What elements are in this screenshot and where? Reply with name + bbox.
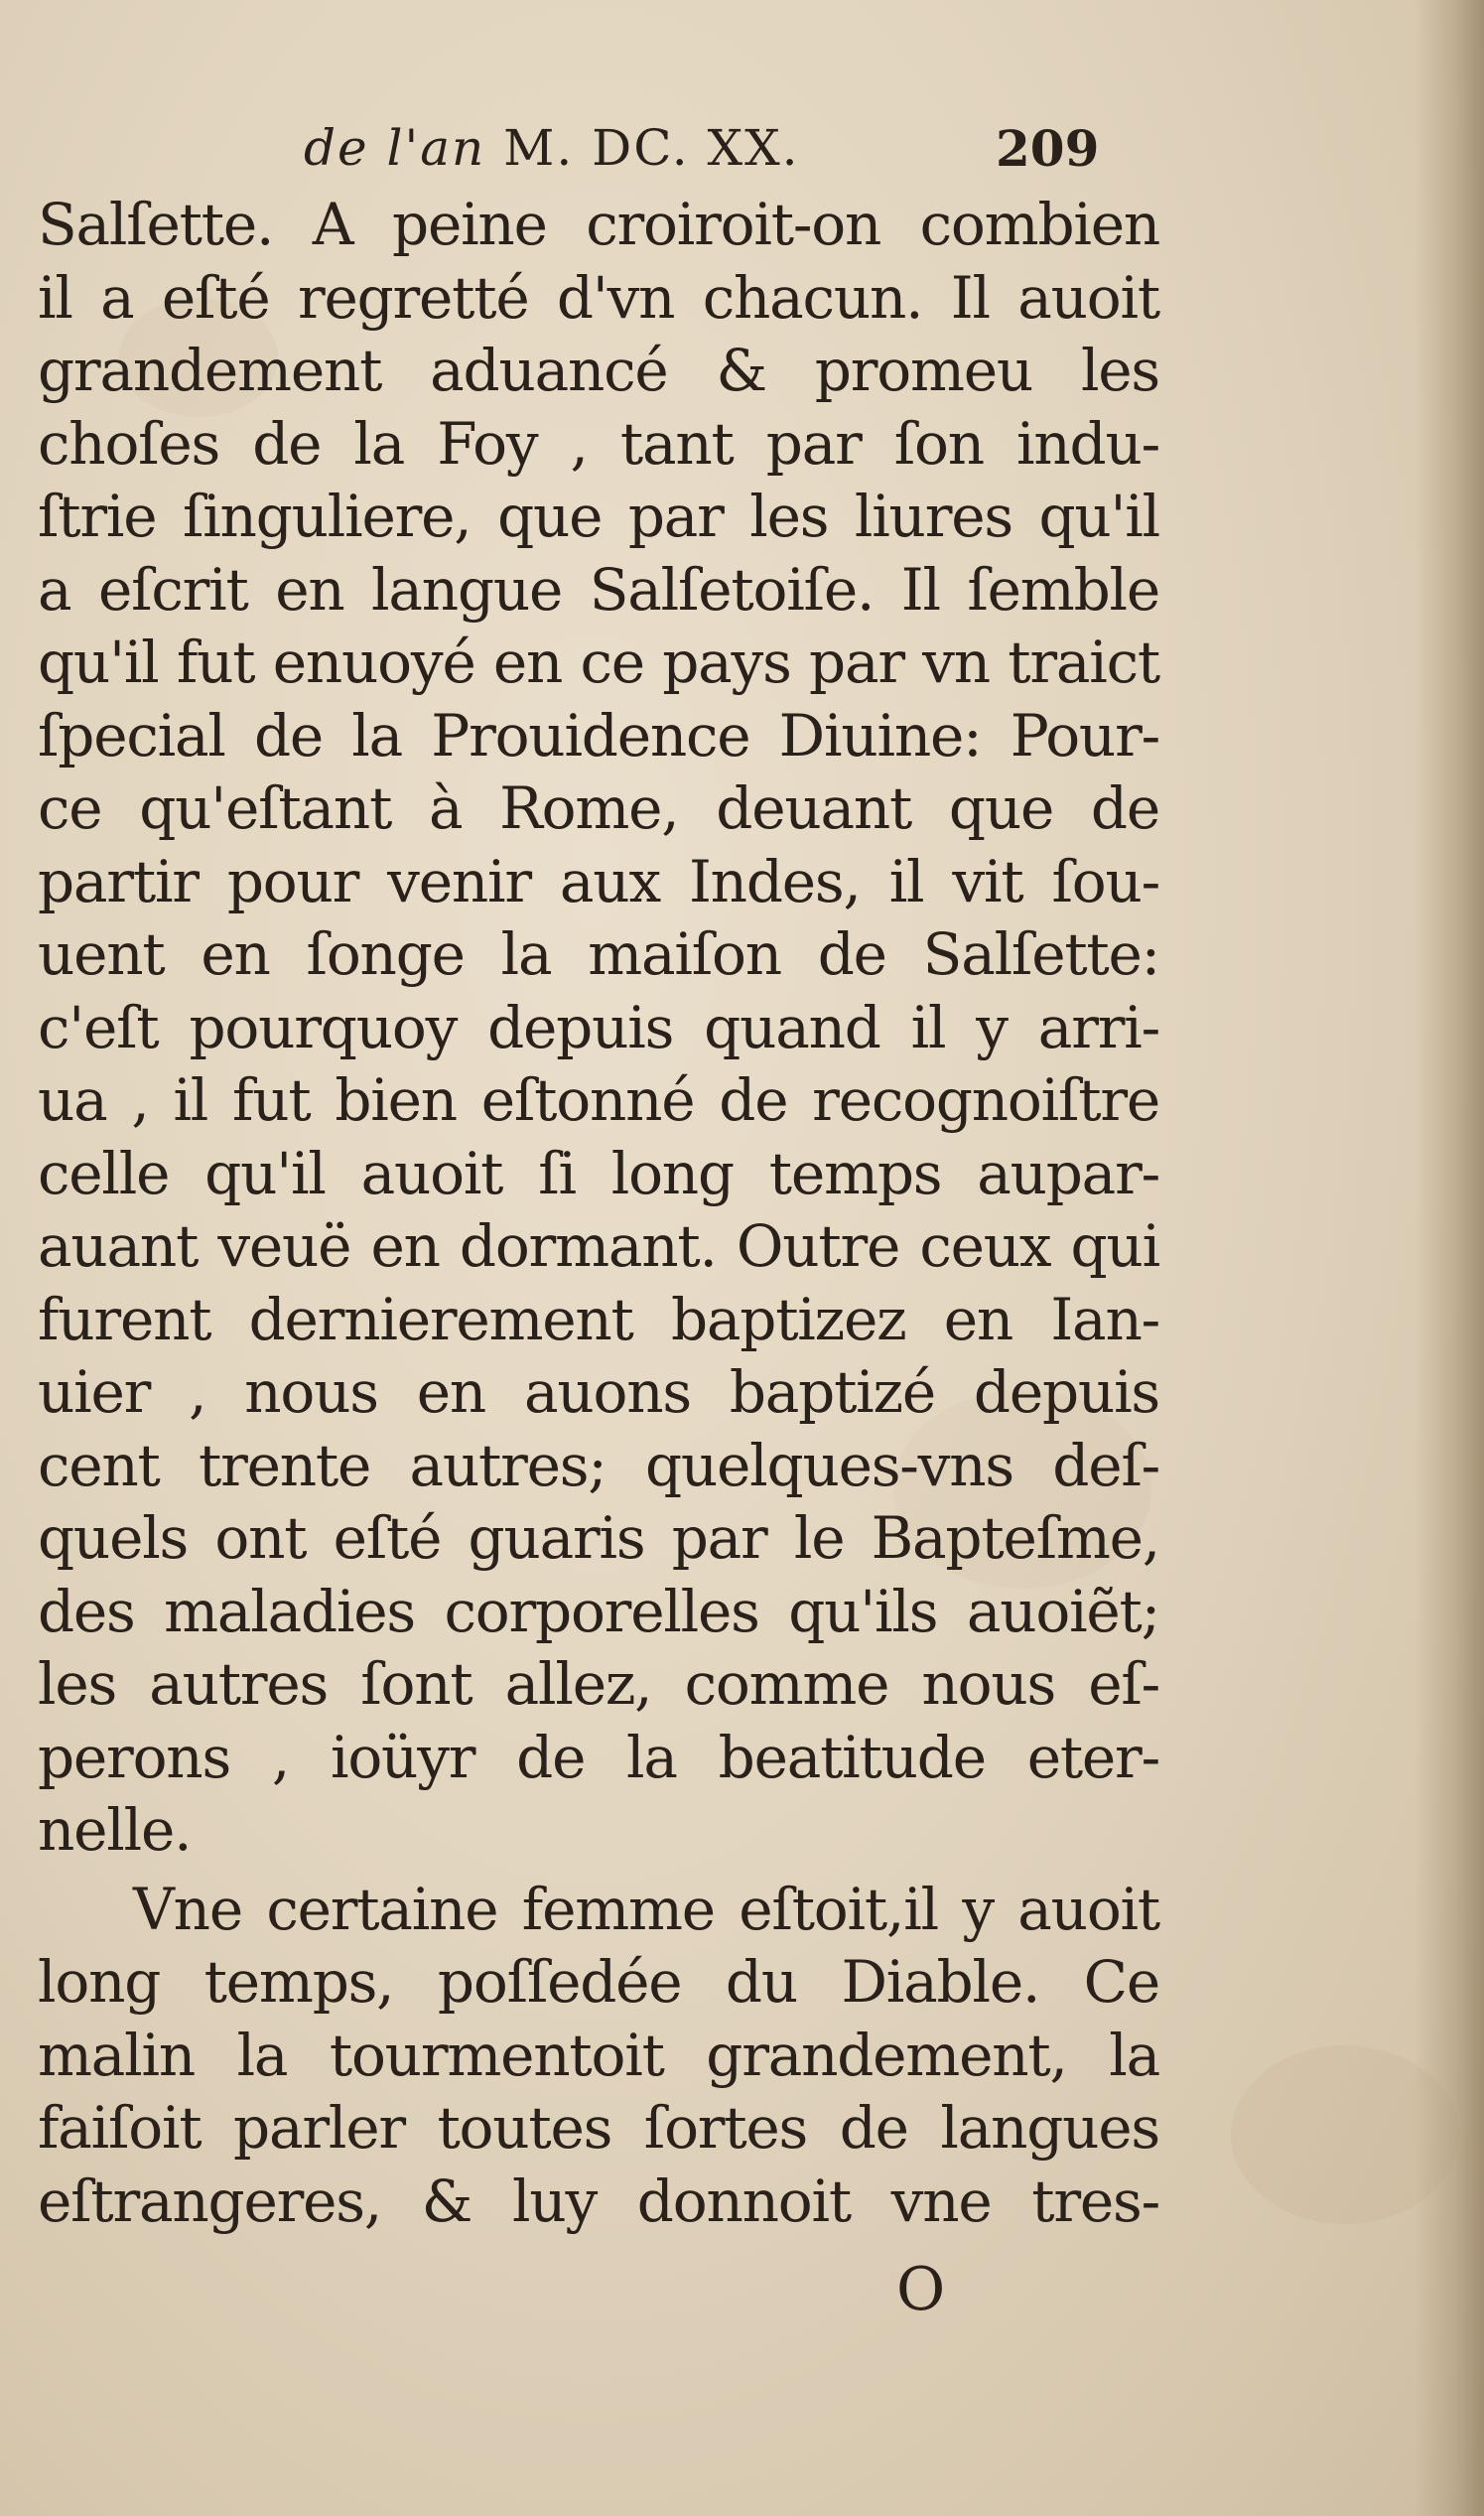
- text-line: quels ont eſté guaris par le Bapteſme,: [38, 1504, 1159, 1572]
- text-line: qu'il fut enuoyé en ce pays par vn traict: [38, 629, 1159, 696]
- signature-mark: O: [896, 2255, 946, 2324]
- text-line: cent trente autres; quelques-vns deſ-: [38, 1431, 1159, 1499]
- running-head-title-italic: de l'an: [304, 119, 486, 177]
- text-line: uier , nous en auons baptizé depuis: [38, 1358, 1159, 1426]
- text-line: Salſette. A peine croiroit-on combien: [38, 191, 1159, 258]
- text-line: il a eſté regretté d'vn chacun. Il auoit: [38, 263, 1159, 332]
- running-head-title-roman: M. DC. XX.: [485, 119, 800, 177]
- running-head: [38, 107, 1159, 189]
- running-head-title: [304, 119, 800, 177]
- text-line: uent en ſonge la maiſon de Salſette:: [38, 920, 1159, 988]
- text-line: Vne certaine femme eſtoit,il y auoit: [133, 1875, 1159, 1943]
- paragraph-1: [38, 189, 1159, 1868]
- text-line: nelle.: [38, 1796, 192, 1864]
- page-number: 209: [996, 119, 1100, 178]
- text-line: partir pour venir aux Indes, il vit ſou-: [38, 847, 1159, 915]
- text-line: auant veuë en dormant. Outre ceux qui: [38, 1212, 1159, 1280]
- text-line: les autres ſont allez, comme nous eſ-: [38, 1650, 1159, 1718]
- text-line: ua , il fut bien eſtonné de recognoiſtre: [38, 1066, 1159, 1134]
- text-line: celle qu'il auoit ſi long temps aupar-: [38, 1139, 1159, 1207]
- text-line: choſes de la Foy , tant par ſon indu-: [38, 409, 1159, 478]
- text-line: faiſoit parler toutes ſortes de langues: [38, 2094, 1159, 2162]
- text-line: long temps, poſſedée du Diable. Ce: [38, 1948, 1159, 2016]
- text-line: perons , ioüyr de la beatitude eter-: [38, 1723, 1159, 1791]
- text-line: grandement aduancé & promeu les: [38, 337, 1159, 404]
- text-line: ſtrie ſinguliere, que par les liures qu'il: [38, 483, 1159, 550]
- paragraph-2: [38, 1874, 1159, 2239]
- page-edge-shadow: [1415, 0, 1484, 2516]
- text-line: a eſcrit en langue Salſetoiſe. Il ſemble: [38, 555, 1159, 624]
- text-line: malin la tourmentoit grandement, la: [38, 2021, 1159, 2089]
- text-line: furent dernierement baptizez en Ian-: [38, 1285, 1159, 1353]
- text-line: c'eſt pourquoy depuis quand il y arri-: [38, 993, 1159, 1061]
- text-line: ſpecial de la Prouidence Diuine: Pour-: [38, 701, 1159, 769]
- text-line: ce qu'eſtant à Rome, deuant que de: [38, 774, 1159, 842]
- text-block: [38, 107, 1159, 2238]
- text-line: des maladies corporelles qu'ils auoiẽt;: [38, 1577, 1159, 1645]
- text-line: eſtrangeres, & luy donnoit vne tres-: [38, 2167, 1159, 2235]
